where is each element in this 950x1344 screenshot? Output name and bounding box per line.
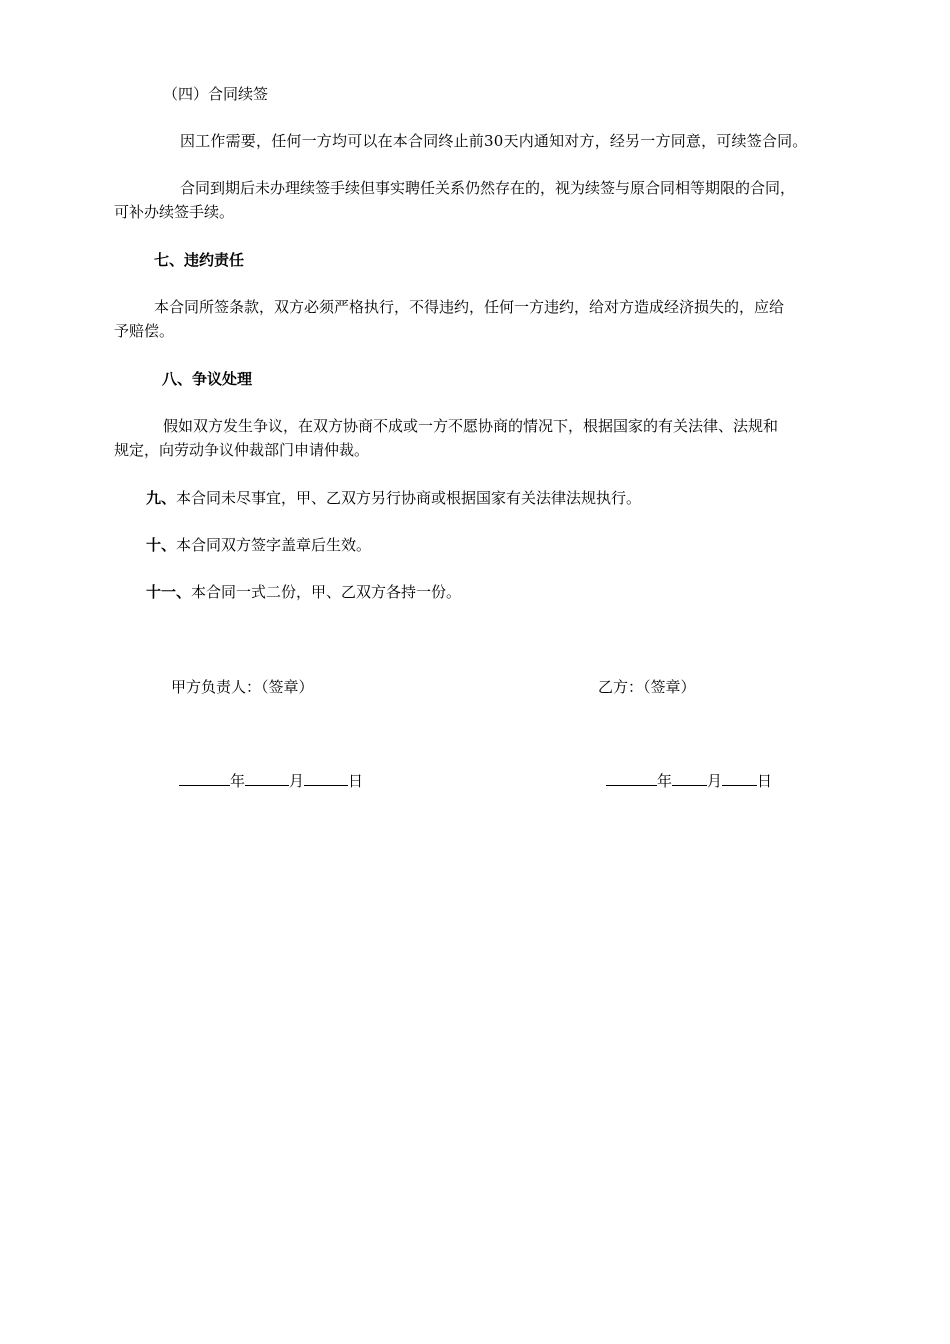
year-label: 年 bbox=[657, 772, 673, 790]
day-blank bbox=[722, 770, 757, 786]
renewal-paragraph-2-line-2: 可补办续签手续。 bbox=[114, 203, 235, 221]
section-9-text: 本合同未尽事宜，甲、乙双方另行协商或根据国家有关法律法规执行。 bbox=[176, 489, 642, 507]
year-blank bbox=[606, 770, 657, 786]
month-blank bbox=[245, 770, 289, 786]
section-9 bbox=[146, 486, 641, 510]
party-a-date-line bbox=[179, 769, 363, 793]
section-8-line-2: 规定，向劳动争议仲裁部门申请仲裁。 bbox=[114, 441, 370, 459]
section-10-text: 本合同双方签字盖章后生效。 bbox=[176, 536, 372, 554]
party-b-date-line bbox=[606, 769, 772, 793]
month-label: 月 bbox=[289, 772, 305, 790]
section-7-heading: 七、违约责任 bbox=[154, 251, 245, 269]
section-11-number: 十一、 bbox=[146, 583, 192, 601]
renewal-paragraph-1: 因工作需要，任何一方均可以在本合同终止前30天内通知对方，经另一方同意，可续签合同。 bbox=[180, 132, 808, 150]
day-blank bbox=[304, 770, 348, 786]
party-b-signature-label: 乙方：（签章） bbox=[598, 678, 696, 696]
month-label: 月 bbox=[707, 772, 723, 790]
section-7-line-2: 予赔偿。 bbox=[114, 322, 175, 340]
section-7-line-1: 本合同所签条款，双方必须严格执行，不得违约，任何一方违约，给对方造成经济损失的，应给 bbox=[154, 298, 785, 316]
section-9-number: 九、 bbox=[146, 489, 177, 507]
section-11-text: 本合同一式二份，甲、乙双方各持一份。 bbox=[191, 583, 462, 601]
section-8-line-1: 假如双方发生争议，在双方协商不成或一方不愿协商的情况下，根据国家的有关法律、法规和 bbox=[163, 417, 779, 435]
section-10 bbox=[146, 533, 371, 557]
day-label: 日 bbox=[348, 772, 364, 790]
section-10-number: 十、 bbox=[146, 536, 177, 554]
section-11 bbox=[146, 580, 461, 604]
renewal-heading: （四）合同续签 bbox=[163, 85, 269, 103]
year-blank bbox=[179, 770, 230, 786]
section-8-heading: 八、争议处理 bbox=[162, 370, 253, 388]
day-label: 日 bbox=[757, 772, 773, 790]
party-a-signature-label: 甲方负责人：（签章） bbox=[171, 678, 314, 696]
renewal-paragraph-2-line-1: 合同到期后未办理续签手续但事实聘任关系仍然存在的，视为续签与原合同相等期限的合同， bbox=[180, 179, 796, 197]
year-label: 年 bbox=[230, 772, 246, 790]
month-blank bbox=[672, 770, 707, 786]
